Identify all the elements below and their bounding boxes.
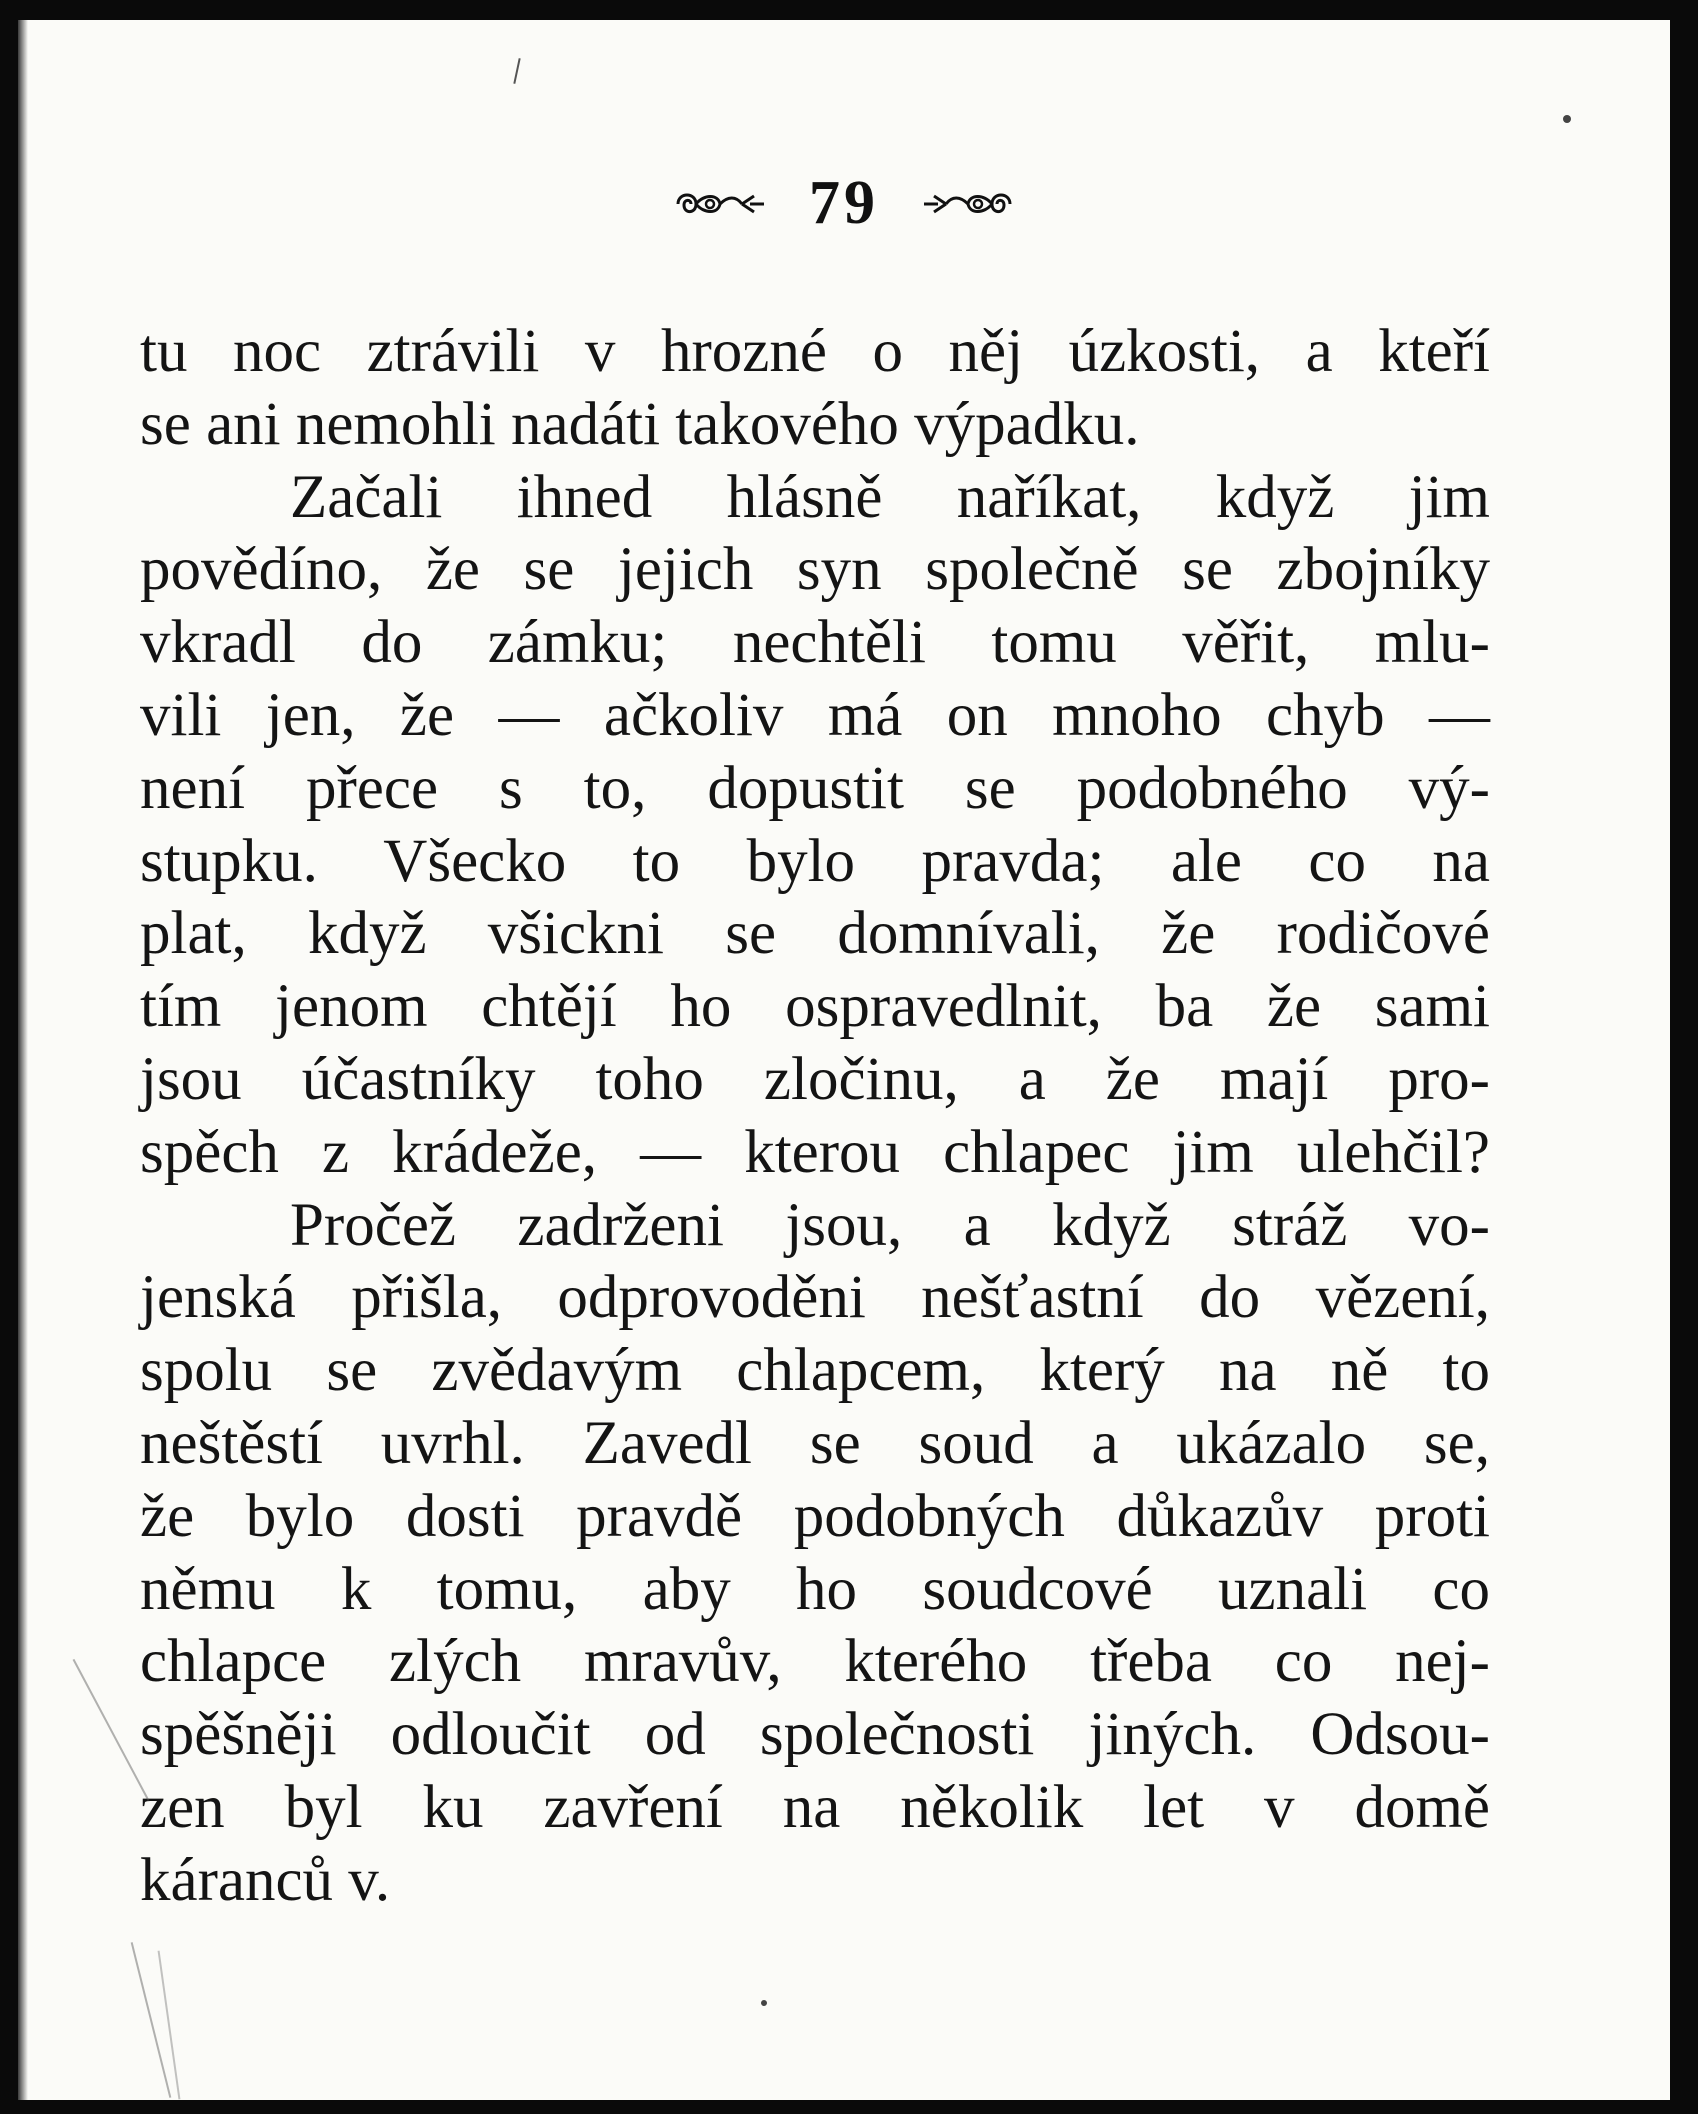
scan-speck [1563,115,1571,123]
text-line: káranců v. [140,1846,391,1914]
text-line: tím jenom chtějí ho ospravedlnit, ba že sami [140,973,1490,1041]
text-line: spěšněji odloučit od společnosti jiných. Odsou- [140,1701,1490,1769]
page-number: 79 [809,169,879,237]
body-text [140,316,1490,1918]
text-line: stupku. Všecko to bylo pravda; ale co na [140,827,1490,895]
left-scroll-ornament-icon [670,186,770,222]
text-line: zen byl ku zavření na několik let v domě [140,1773,1490,1841]
text-line: Začali ihned hlásně naříkat, když jim [290,463,1490,531]
scan-scratch [513,58,520,84]
text-line: jenská přišla, odprovoděni nešťastní do vězení, [140,1264,1490,1332]
text-line: povědíno, že se jejich syn společně se zbojníky [140,536,1490,604]
text-line: tu noc ztrávili v hrozné o něj úzkosti, a kteří [140,318,1490,385]
text-line: Pročež zadrženi jsou, a když stráž vo- [290,1191,1490,1259]
scan-speck [761,2000,767,2006]
text-line: vkradl do zámku; nechtěli tomu věřit, mlu- [140,609,1490,677]
text-line: spěch z krádeže, — kterou chlapec jim ulehčil? [140,1118,1490,1186]
scan-scratch [158,1951,181,2100]
binding-shadow [18,20,28,2100]
book-page [18,20,1670,2100]
page-header [18,168,1670,239]
scan-scratch [73,1659,150,1801]
text-line: chlapce zlých mravův, kterého třeba co nej- [140,1628,1490,1696]
text-line: němu k tomu, aby ho soudcové uznali co [140,1555,1490,1623]
text-line: se ani nemohli nadáti takového výpadku. [140,390,1140,458]
right-scroll-ornament-icon [918,186,1018,222]
text-line: jsou účastníky toho zločinu, a že mají pro- [140,1045,1490,1113]
text-line: není přece s to, dopustit se podobného vý- [140,754,1490,822]
scan-scratch [131,1942,172,2098]
text-line: spolu se zvědavým chlapcem, který na ně to [140,1337,1490,1405]
text-line: že bylo dosti pravdě podobných důkazův proti [140,1482,1490,1550]
text-line: vili jen, že — ačkoliv má on mnoho chyb — [140,681,1490,749]
text-line: plat, když všickni se domnívali, že rodičové [140,900,1490,968]
text-line: neštěstí uvrhl. Zavedl se soud a ukázalo se, [140,1409,1490,1477]
